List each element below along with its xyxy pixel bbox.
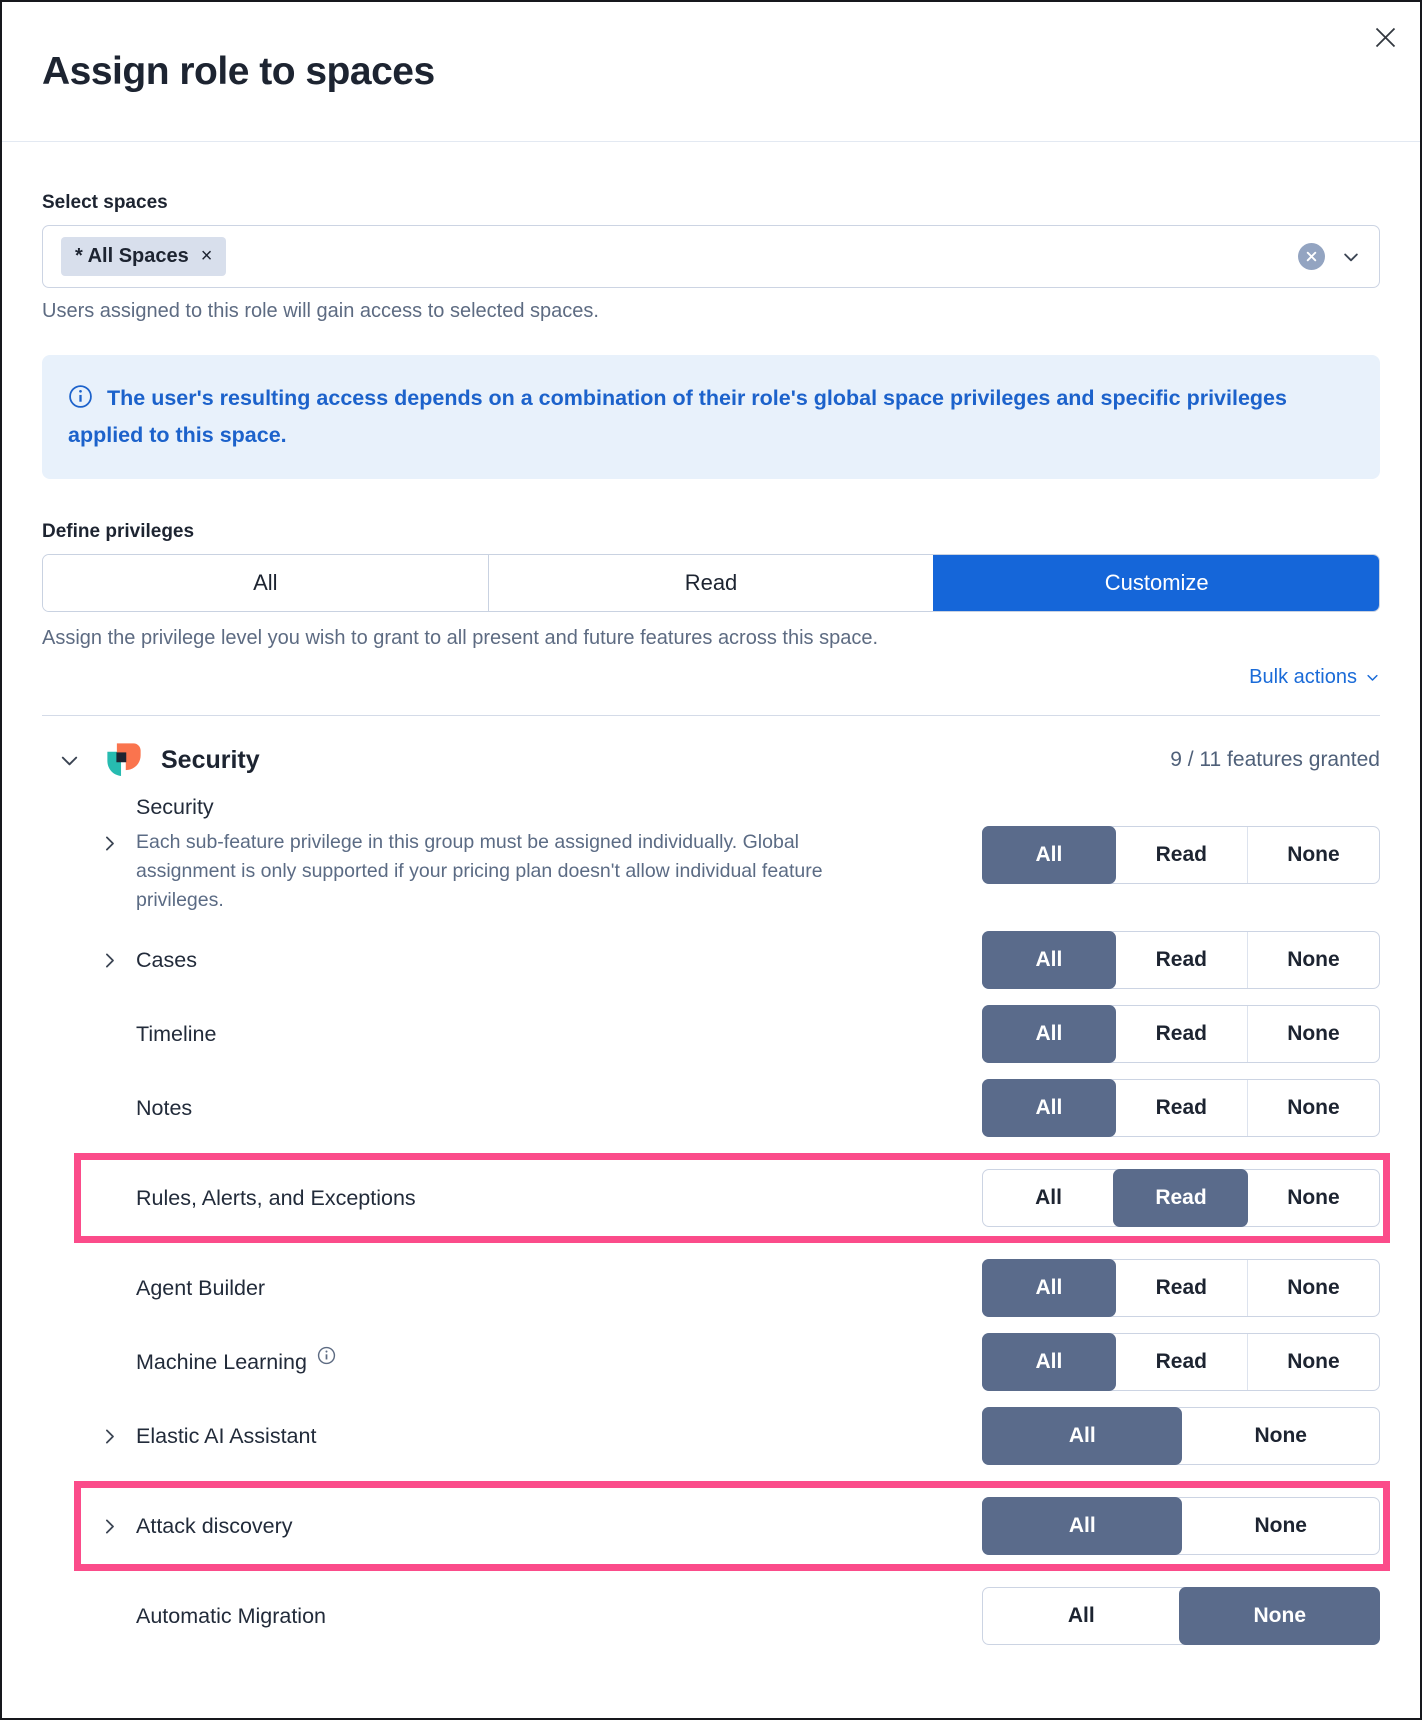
feature-row-machine-learning [42, 1333, 1380, 1391]
modal-title: Assign role to spaces [42, 49, 435, 93]
feature-row-attack-discovery [81, 1497, 1380, 1555]
none-button[interactable]: None [1247, 1170, 1379, 1226]
highlight-box [74, 1481, 1390, 1571]
define-privileges-label: Define privileges [42, 521, 195, 542]
feature-row-rules-alerts-exceptions [81, 1169, 1380, 1227]
none-button[interactable]: None [1247, 1260, 1379, 1316]
privilege-button-group [982, 826, 1380, 884]
privilege-read-button[interactable]: Read [488, 555, 934, 611]
info-callout-text: The user's resulting access depends on a combination of their role's global space privileges and specific privileges applied to this space. [68, 386, 1287, 447]
modal-header [2, 2, 1420, 142]
security-group-title: Security [161, 745, 260, 774]
none-button[interactable]: None [1247, 1006, 1379, 1062]
define-privileges-button-group [42, 554, 1380, 612]
read-button[interactable]: Read [1115, 932, 1247, 988]
clear-selection-button[interactable] [1298, 243, 1325, 270]
feature-row-cases [42, 931, 1380, 989]
feature-rows [42, 795, 1380, 1645]
privilege-button-group [982, 1497, 1380, 1555]
select-spaces-label: Select spaces [42, 192, 168, 213]
security-group-header [42, 741, 1380, 779]
chevron-right-icon [99, 833, 120, 854]
chevron-down-icon[interactable] [1341, 247, 1361, 267]
none-button[interactable]: None [1247, 1080, 1379, 1136]
remove-tag-icon[interactable]: × [200, 245, 213, 267]
info-icon [68, 384, 93, 409]
info-callout [42, 355, 1380, 479]
read-button[interactable]: Read [1113, 1169, 1248, 1227]
spaces-help-text: Users assigned to this role will gain access to selected spaces. [42, 300, 599, 322]
bulk-actions-button[interactable] [1249, 666, 1380, 689]
chevron-down-icon [1365, 670, 1380, 685]
all-button[interactable]: All [982, 1497, 1182, 1555]
chevron-down-icon [58, 749, 81, 772]
section-divider [42, 715, 1380, 716]
privilege-button-group [982, 931, 1380, 989]
feature-row-agent-builder [42, 1259, 1380, 1317]
feature-label: Notes [136, 1095, 193, 1120]
feature-row-notes [42, 1079, 1380, 1137]
feature-description: Each sub-feature privilege in this group must be assigned individually. Global assignment is only supported if your pricing plan doesn't allow individual feature privileges. [136, 831, 823, 911]
expand-row-chevron[interactable] [99, 833, 120, 854]
all-button[interactable]: All [982, 1407, 1182, 1465]
close-icon [1372, 24, 1399, 51]
feature-label: Attack discovery [136, 1513, 293, 1538]
privilege-button-group [982, 1407, 1380, 1465]
none-button[interactable]: None [1181, 1408, 1379, 1464]
security-app-icon [105, 741, 143, 779]
feature-row-elastic-ai-assistant [42, 1407, 1380, 1465]
privilege-button-group [982, 1079, 1380, 1137]
none-button[interactable]: None [1247, 1334, 1379, 1390]
none-button[interactable]: None [1247, 932, 1379, 988]
feature-label: Security [136, 795, 214, 819]
all-button[interactable]: All [982, 1259, 1116, 1317]
feature-label: Timeline [136, 1021, 217, 1046]
expand-row-chevron[interactable] [99, 1426, 120, 1447]
feature-row-timeline [42, 1005, 1380, 1063]
none-button[interactable]: None [1179, 1587, 1380, 1645]
privilege-button-group [982, 1169, 1380, 1227]
read-button[interactable]: Read [1115, 827, 1247, 883]
all-button[interactable]: All [983, 1170, 1114, 1226]
modal-body [2, 192, 1420, 1645]
chevron-right-icon [99, 1426, 120, 1447]
feature-label: Agent Builder [136, 1275, 266, 1300]
expand-row-chevron[interactable] [99, 950, 120, 971]
all-button[interactable]: All [982, 826, 1116, 884]
read-button[interactable]: Read [1115, 1006, 1247, 1062]
feature-row-security [42, 795, 1380, 915]
collapse-group-chevron[interactable] [58, 749, 81, 772]
privilege-all-button[interactable]: All [43, 555, 488, 611]
all-button[interactable]: All [982, 1005, 1116, 1063]
all-button[interactable]: All [982, 1333, 1116, 1391]
selected-space-tag [61, 237, 226, 276]
privilege-button-group [982, 1333, 1380, 1391]
feature-label: Cases [136, 947, 197, 972]
chevron-right-icon [99, 1516, 120, 1537]
privilege-button-group [982, 1005, 1380, 1063]
highlight-box [74, 1153, 1390, 1243]
feature-label: Automatic Migration [136, 1603, 326, 1628]
read-button[interactable]: Read [1115, 1260, 1247, 1316]
none-button[interactable]: None [1181, 1498, 1379, 1554]
expand-row-chevron[interactable] [99, 1516, 120, 1537]
none-button[interactable]: None [1247, 827, 1379, 883]
feature-label: Elastic AI Assistant [136, 1423, 317, 1448]
all-button[interactable]: All [983, 1588, 1180, 1644]
assign-privilege-help-text: Assign the privilege level you wish to grant to all present and future features across this space. [42, 627, 879, 649]
all-button[interactable]: All [982, 1079, 1116, 1137]
privilege-button-group [982, 1259, 1380, 1317]
selected-space-tag-label: * All Spaces [75, 245, 189, 267]
feature-label: Machine Learning [136, 1349, 307, 1374]
all-button[interactable]: All [982, 931, 1116, 989]
feature-label: Rules, Alerts, and Exceptions [136, 1185, 416, 1210]
clear-icon [1305, 250, 1318, 263]
bulk-actions-label: Bulk actions [1249, 666, 1357, 688]
info-icon[interactable] [317, 1346, 336, 1365]
feature-row-automatic-migration [42, 1587, 1380, 1645]
read-button[interactable]: Read [1115, 1080, 1247, 1136]
privilege-button-group [982, 1587, 1380, 1645]
privilege-customize-button[interactable]: Customize [933, 555, 1379, 611]
features-granted-count: 9 / 11 features granted [1170, 748, 1380, 771]
spaces-combobox[interactable] [42, 225, 1380, 288]
read-button[interactable]: Read [1115, 1334, 1247, 1390]
chevron-right-icon [99, 950, 120, 971]
close-button[interactable] [1368, 20, 1402, 54]
